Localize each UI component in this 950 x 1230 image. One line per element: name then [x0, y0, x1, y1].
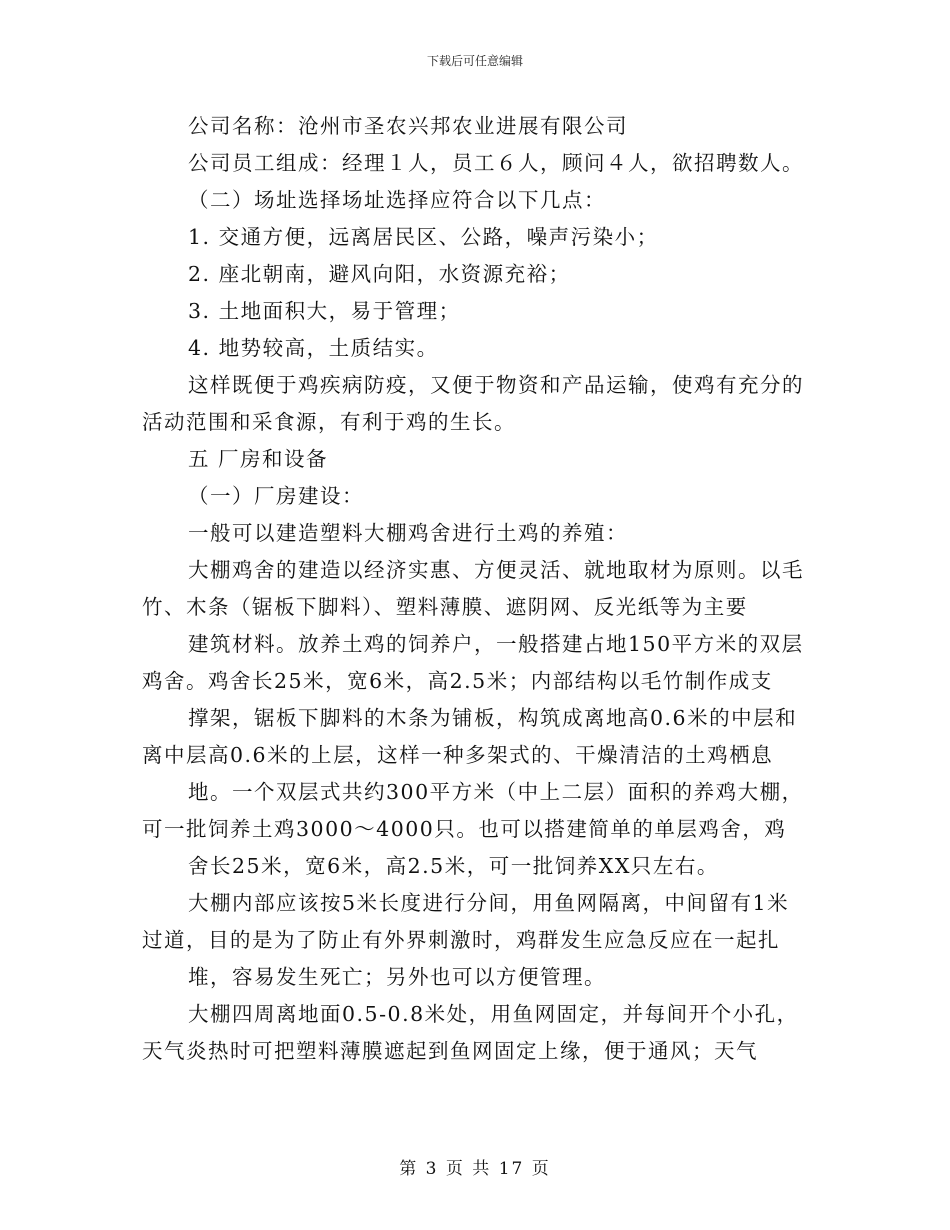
- page-number-footer: 第 3 页 共 17 页: [399, 1159, 551, 1179]
- text-line: 一般可以建造塑料大棚鸡舍进行土鸡的养殖：: [188, 521, 628, 545]
- page-header-note: 下载后可任意编辑: [426, 54, 523, 68]
- text-line: 这样既便于鸡疾病防疫，又便于物资和产品运输，使鸡有充分的: [188, 373, 804, 397]
- text-line: 撑架，锯板下脚料的木条为铺板，构筑成离地高0.6米的中层和: [188, 706, 798, 730]
- text-line: 建筑材料。放养土鸡的饲养户，一般搭建占地150平方米的双层: [188, 632, 804, 656]
- text-line: 活动范围和采食源，有利于鸡的生长。: [142, 410, 516, 434]
- document-body: [142, 108, 812, 1070]
- text-line: 地。一个双层式共约300平方米（中上二层）面积的养鸡大棚，: [188, 780, 804, 804]
- list-item: 1. 交通方便，远离居民区、公路，噪声污染小；: [188, 225, 659, 249]
- section-heading: 五 厂房和设备: [188, 447, 329, 471]
- list-item: 2. 座北朝南，避风向阳，水资源充裕；: [188, 262, 571, 286]
- text-line: 过道，目的是为了防止有外界刺激时，鸡群发生应急反应在一起扎: [142, 928, 780, 952]
- text-line: 大棚四周离地面0.5-0.8米处，用鱼网固定，并每间开个小孔，: [188, 1002, 799, 1026]
- text-line: 大棚内部应该按5米长度进行分间，用鱼网隔离，中间留有1米: [188, 891, 790, 915]
- text-line: 天气炎热时可把塑料薄膜遮起到鱼网固定上缘，便于通风；天气: [142, 1039, 758, 1063]
- text-line: 堆，容易发生死亡；另外也可以方便管理。: [188, 965, 606, 989]
- subsection-heading: （一）厂房建设：: [188, 484, 364, 508]
- text-line: （二）场址选择场址选择应符合以下几点：: [188, 188, 606, 212]
- text-line: 舍长25米，宽6米，高2.5米，可一批饲养XX只左右。: [188, 854, 719, 878]
- text-line: 可一批饲养土鸡3000～4000只。也可以搭建简单的单层鸡舍，鸡: [142, 817, 787, 841]
- text-line: 公司名称：沧州市圣农兴邦农业进展有限公司: [188, 114, 628, 138]
- text-line: 公司员工组成：经理１人，员工６人，顾问４人，欲招聘数人。: [188, 151, 804, 175]
- text-line: 鸡舍。鸡舍长25米，宽6米，高2.5米；内部结构以毛竹制作成支: [142, 669, 773, 693]
- list-item: 4. 地势较高，土质结实。: [188, 336, 439, 360]
- text-line: 离中层高0.6米的上层，这样一种多架式的、干燥清洁的土鸡栖息: [142, 743, 774, 767]
- list-item: 3. 土地面积大，易于管理；: [188, 299, 461, 323]
- text-line: 大棚鸡舍的建造以经济实惠、方便灵活、就地取材为原则。以毛: [188, 558, 804, 582]
- text-line: 竹、木条（锯板下脚料）、塑料薄膜、遮阴网、反光纸等为主要: [142, 595, 748, 619]
